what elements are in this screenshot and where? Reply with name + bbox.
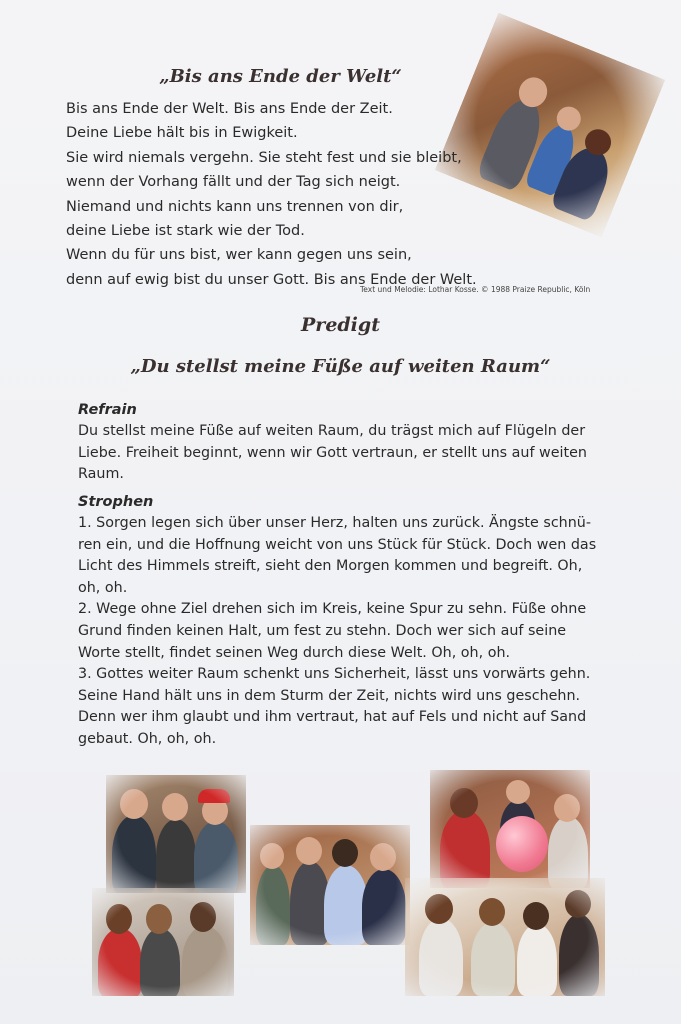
lyric-line: Deine Liebe hält bis in Ewigkeit.: [66, 125, 298, 142]
refrain-text: Du stellst meine Füße auf weiten Raum, du trägst mich auf Flügeln der Liebe. Freiheit beginnt, wenn wir Gott vertraun, er stellt uns auf weiten Raum.: [78, 423, 587, 483]
lyric-line: Bis ans Ende der Welt. Bis ans Ende der Zeit.: [66, 101, 393, 117]
song-title: „Bis ans Ende der Welt“: [159, 66, 402, 87]
verse: 2. Wege ohne Ziel drehen sich im Kreis, keine Spur zu sehn. Füße ohne Grund finden keinen Halt, um fest zu stehn. Doch wer sich auf seine Worte stellt, findet seinen Weg durch diese Welt. Oh, oh, oh.: [78, 601, 587, 661]
strophen-text: [78, 513, 606, 751]
strophen-label: Strophen: [78, 494, 154, 510]
group-photo: [430, 770, 590, 888]
group-photo: [92, 888, 234, 996]
group-photo: [250, 825, 410, 945]
lyric-line: wenn der Vorhang fällt und der Tag sich neigt.: [66, 174, 401, 191]
verse: 3. Gottes weiter Raum schenkt uns Sicherheit, lässt uns vorwärts gehn. Seine Hand hält uns in dem Sturm der Zeit, nichts wird uns geschehn. Denn wer ihm glaubt und ihm vertraut, hat auf Fels und nicht auf Sand gebaut. Oh, oh, oh.: [78, 666, 591, 747]
lyric-line: Niemand und nichts kann uns trennen von dir,: [66, 198, 404, 215]
song-credit: Text und Melodie: Lothar Kosse. © 1988 Praize Republic, Köln: [360, 285, 591, 294]
lyric-line: deine Liebe ist stark wie der Tod.: [66, 223, 305, 240]
lyric-line: Wenn du für uns bist, wer kann gegen uns sein,: [66, 247, 412, 264]
refrain-label: Refrain: [78, 402, 137, 418]
group-photo: [106, 775, 246, 893]
sermon-title: „Du stellst meine Füße auf weiten Raum“: [130, 356, 551, 377]
lyric-line: denn auf ewig bist du unser Gott. Bis ans Ende der Welt.: [66, 271, 477, 288]
lyric-line: Sie wird niemals vergehn. Sie steht fest und sie bleibt,: [66, 149, 462, 166]
group-photo: [405, 878, 605, 996]
verse: 1. Sorgen legen sich über unser Herz, halten uns zurück. Ängste schnü-ren ein, und die Hoffnung weicht von uns Stück für Stück. Doch wen das Licht des Himmels streift, sieht den Morgen kommen und begreift. Oh, oh, oh.: [78, 515, 597, 596]
song-lyrics: [66, 97, 536, 292]
section-title: Predigt: [301, 314, 380, 336]
